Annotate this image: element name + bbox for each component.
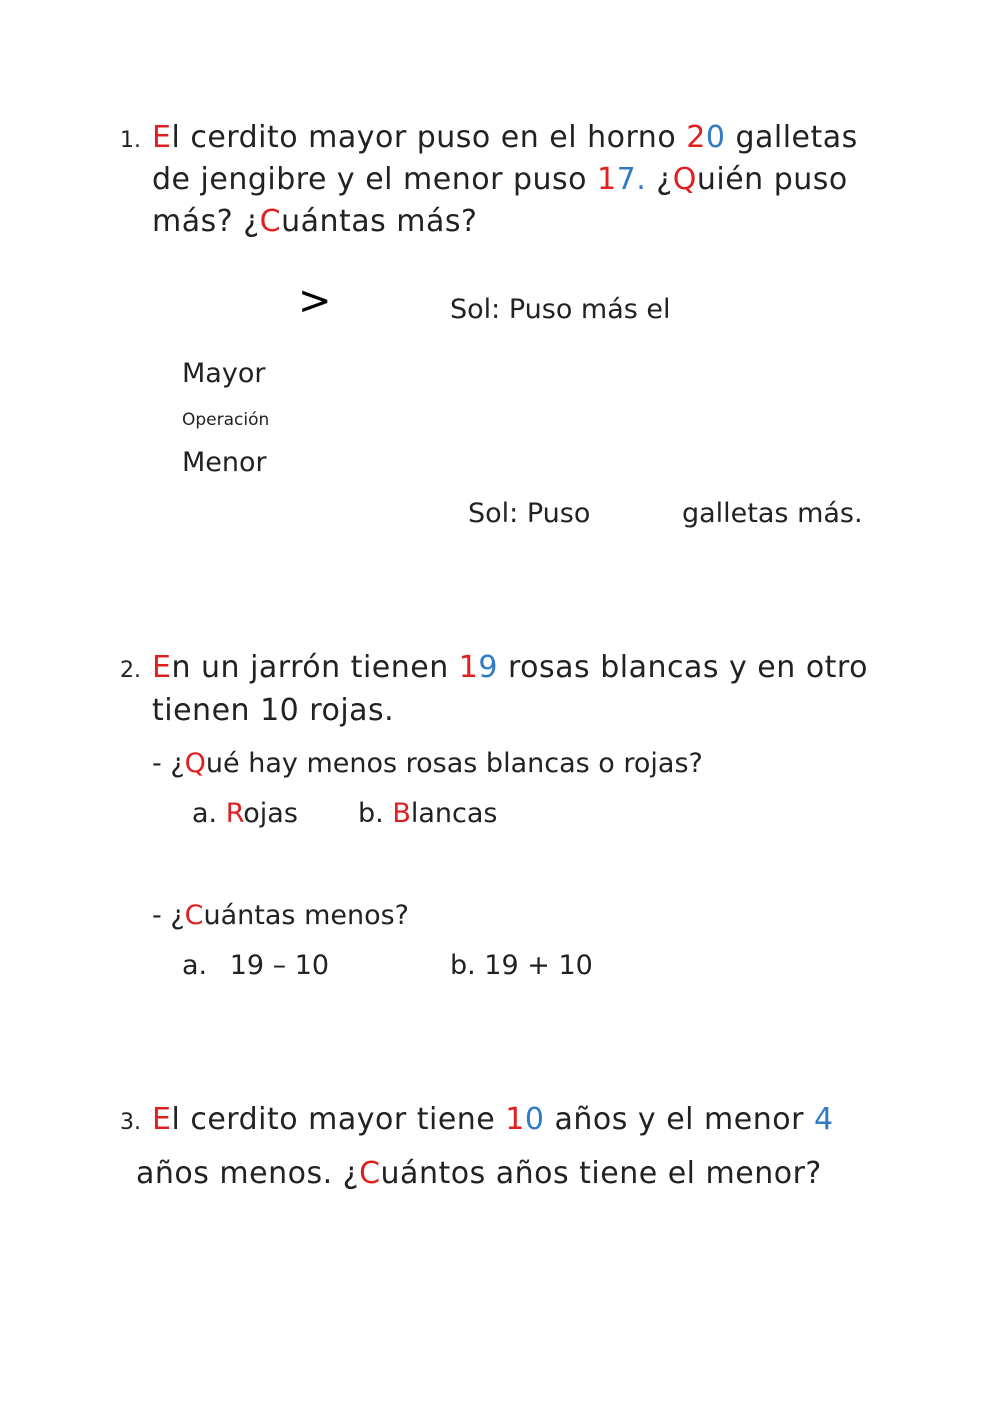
text-span: ué hay menos rosas blancas o rojas?: [205, 748, 703, 779]
text-span: l cerdito mayor tiene: [171, 1102, 506, 1137]
option-text: 19 – 10: [229, 950, 330, 981]
capital-letter: Q: [672, 162, 697, 197]
option-prefix: a.: [182, 950, 208, 981]
number-digit: 9: [478, 650, 498, 685]
solution-2-text-b: galletas más.: [682, 498, 863, 529]
option-text: ojas: [243, 798, 298, 829]
solution-1-text: Sol: Puso más el: [450, 294, 671, 325]
problem-1-line-2: [152, 162, 848, 197]
option-prefix: a.: [192, 798, 226, 829]
question-2-1: [152, 748, 703, 779]
option-a-rojas[interactable]: [192, 798, 298, 829]
text-span: - ¿: [152, 900, 185, 931]
label-operacion: Operación: [182, 410, 270, 430]
capital-letter: Q: [184, 748, 206, 779]
problem-3-line-1: [152, 1102, 834, 1137]
problem-2-number: 2.: [120, 658, 141, 683]
label-mayor: Mayor: [182, 358, 266, 389]
text-span: de jengibre y el menor puso: [152, 162, 598, 197]
capital-letter: C: [259, 204, 282, 239]
number-digit: 1: [597, 162, 617, 197]
number-digit: 0: [705, 120, 726, 155]
capital-letter: C: [184, 900, 204, 931]
text-span: - ¿: [152, 748, 185, 779]
greater-than-symbol: >: [298, 278, 332, 324]
question-2-2: [152, 900, 409, 931]
text-span: uántos años tiene el menor?: [380, 1156, 822, 1191]
problem-2-line-1: [152, 650, 868, 685]
problem-1-line-3: [152, 204, 477, 239]
text-span: uántas más?: [281, 204, 478, 239]
capital-letter: B: [392, 798, 411, 829]
number-digit: 7.: [616, 162, 647, 197]
capital-letter: R: [225, 798, 244, 829]
option-prefix: b.: [358, 798, 393, 829]
capital-letter: E: [152, 120, 172, 155]
problem-3-number: 3.: [120, 1110, 141, 1135]
text-span: rosas blancas y en otro: [497, 650, 868, 685]
problem-1-line-1: [152, 120, 858, 155]
option-text: lancas: [410, 798, 498, 829]
number-digit: 1: [458, 650, 479, 685]
problem-2-line-2: tienen 10 rojas.: [152, 693, 395, 728]
problem-3-line-2: [136, 1156, 822, 1191]
solution-2-text-a: Sol: Puso: [468, 498, 591, 529]
number-digit: 2: [686, 120, 706, 155]
text-span: años y el menor: [544, 1102, 814, 1137]
capital-letter: C: [359, 1156, 381, 1191]
number-digit: 0: [524, 1102, 545, 1137]
text-span: uién puso: [696, 162, 848, 197]
text-span: galletas: [725, 120, 858, 155]
capital-letter: E: [152, 1102, 172, 1137]
option-a-subtraction[interactable]: [182, 950, 329, 981]
text-span: más? ¿: [152, 204, 260, 239]
label-menor: Menor: [182, 447, 267, 478]
number-digit: 1: [505, 1102, 525, 1137]
number-digit: 4: [813, 1102, 834, 1137]
text-span: uántas menos?: [203, 900, 410, 931]
option-b-blancas[interactable]: [358, 798, 497, 829]
text-span: n un jarrón tienen: [171, 650, 459, 685]
text-span: l cerdito mayor puso en el horno: [171, 120, 687, 155]
option-b-addition[interactable]: b. 19 + 10: [450, 950, 593, 981]
text-span: ¿: [646, 162, 673, 197]
capital-letter: E: [152, 650, 172, 685]
text-span: años menos. ¿: [136, 1156, 360, 1191]
problem-1-number: 1.: [120, 128, 141, 153]
